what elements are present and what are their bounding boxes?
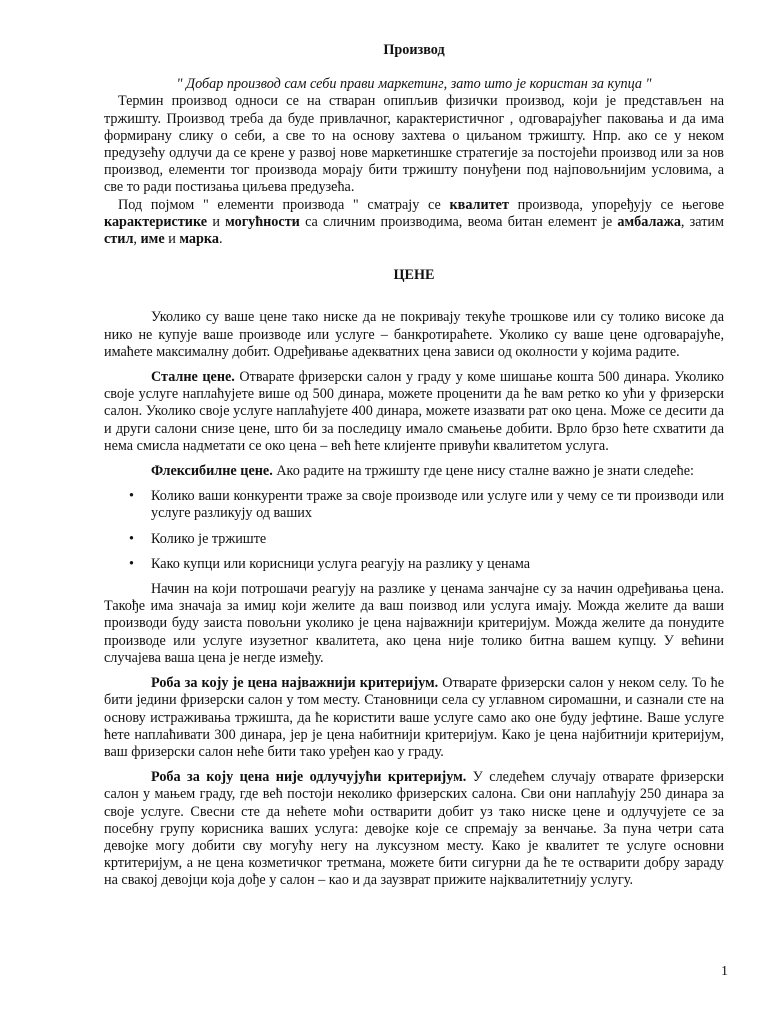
bold-term: могућности [225,213,300,230]
text-run: . [218,231,223,248]
page-title: Производ [383,42,445,58]
fixed-prices-paragraph [104,369,724,455]
text-run: , [133,231,141,248]
list-item-text: Колико ваши конкуренти траже за своје производе или услуге или у чему се ти производи или услуге разликују од ваших [151,488,724,522]
flexible-prices-text: Ако радите на тржишту где цене нису сталне важно је знати следеће: [272,463,694,480]
bullet-icon: • [129,488,134,505]
bold-term: карактеристике [104,213,208,230]
page-content [104,40,724,890]
list-item-text: Како купци или корисници услуга реагују на разлику у ценама [151,555,531,572]
text-run: , затим [680,213,724,230]
bold-term: име [140,231,165,248]
price-not-decisive-paragraph [104,769,724,889]
intro-paragraph: Термин производ односи се на стваран опипљив физички производ, који је представљен на тржишту. Производ треба да буде привлачног, карактеристичног , одговарајућег паковања и да има формирану слику о себи, а све то на основу захтева о циљаном тржишту. Нпр. ако се у неком предузећу одлучи да се крене у развој нове маркетиншке стратегије за постојећи производ или за нов производ, елементи тог производа морају бити тржишту понуђени под најповољнијим условима, а све то ради постизања циљева предузећа. [104,93,724,196]
bullet-icon: • [129,530,134,547]
price-important-label: Роба за коју је цена најважнији критеријум. [151,675,439,692]
text-run: производа, упоређују се његове [508,196,724,213]
price-not-decisive-text: У следећем случају отварате фризерски салон у мањем граду, где већ постоји неколико фризерских салона. Сви они наплаћују 250 динара за своје услуге. Свесни сте да нећете моћи остварити добит уз тако ниске цене и одлучујете се за посебну групу корисника ваших услуга: девојке које се спремају за венчање. За пуна четри сата девојке могу добити сву могућу негу на луксузном месту. Како је квалитет те услуге основни кртитеријум, а не цена козметичког третмана, можете бити сигурни да ће те остварити добру зараду на свакој девојци која дође у салон – као и да заузврат прижите најквалитетнију услугу. [104,769,724,889]
bold-term: амбалажа [617,213,681,230]
flexible-prices-label: Флексибилне цене. [151,463,273,480]
elements-paragraph [104,197,724,249]
page-number: 1 [721,964,728,979]
list-item [129,488,724,522]
fixed-prices-text: Отварате фризерски салон у граду у коме шишање кошта 500 динара. Уколико своје услуге наплаћујете више од 500 динара, можете проценити да ће вам ретко ко ући у фризерски салон. Уколико своје услуге наплаћујете 400 динара, можете изазвати рат око цена. Може се десити да и други салони снизе цене, што би за последицу имало смањење добити. Врло брзо ћете схватити да нема смисла надметати се око цена – већ ћете клијенте привући квалитетом услуга. [104,369,724,454]
list-item-text: Колико је тржиште [151,530,267,547]
flexible-prices-paragraph [104,463,724,480]
bold-term: стил [104,231,134,248]
price-not-decisive-label: Роба за коју цена није одлучујући критеријум. [151,769,467,786]
text-run: и [164,231,180,248]
price-important-text: Отварате фризерски салон у неком селу. То ће бити једини фризерски салон у том месту. Становници села су углавном сиромашни, и сазнали сте на основу истраживања тржишта, да ће користити ваше услуге само ако оне буду јефтине. Ваше услуге ћете наплаћивати 300 динара, јер је цена набитнији критеријум. Како је цена најбитнији критеријум, ваш фризерски салон неће бити тако уређен као у граду. [104,675,724,760]
bold-term: марка [179,231,219,248]
text-run: Под појмом " елементи производа " сматрају се [118,196,450,213]
fixed-prices-label: Сталне цене. [151,369,235,386]
list-item [129,555,724,573]
text-run: и [207,213,226,230]
section-heading-prices: ЦЕНЕ [393,267,435,284]
quote: " Добар производ сам себи прави маркетинг, зато што је користан за купца " [176,76,652,93]
bullet-list [104,488,724,573]
bold-term: квалитет [449,196,509,213]
text-run: са сличним производима, веома битан елемент је [299,213,618,230]
price-important-paragraph [104,675,724,761]
reaction-paragraph: Начин на који потрошачи реагују на разлике у ценама занчајне су за начин одређивања цена. Такође има значаја за имиџ који желите да ваш поизвод или услуга имају. Можда желите да ваши производи буду заиста повољни уколико је цена најважнији критеријум. Можда желите да понудите производе или услуге изузетног квалитета, ако цена није толико битна вашем купцу. У већини случајева ваша цена је негде између. [104,581,724,666]
list-item [129,530,724,548]
prices-intro-paragraph: Уколико су ваше цене тако ниске да не покривају текуће трошкове или су толико високе да нико не купује ваше производе или услуге – банкротираћете. Уколико су ваше цене одговарајуће, имаћете максималну добит. Одређивање адекватних цена зависи од околности у којима радите. [104,309,724,360]
bullet-icon: • [129,555,134,572]
